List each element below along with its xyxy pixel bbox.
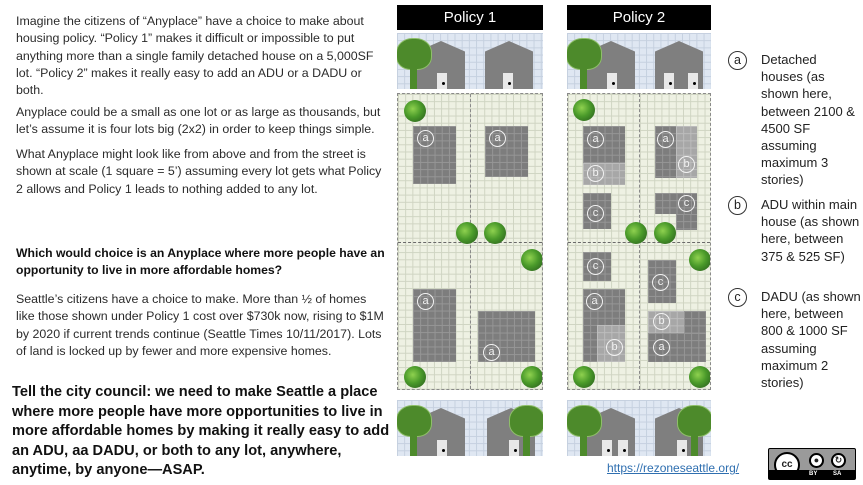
seattle-paragraph: Seattle’s citizens have a choice to make. More than ½ of homes like those shown under Policy 1 cost over $730k now, rising to $1M by 2020 if current trends continue (Seattle Times 10/11/2017). Lots of land is locked up by fewer and more expensive homes. xyxy=(16,292,384,358)
tree-icon xyxy=(510,406,543,456)
detached-house-lot-3 xyxy=(413,289,456,362)
shrub-icon xyxy=(404,100,426,122)
policy-1-site-plan xyxy=(397,93,543,390)
shrub-icon xyxy=(573,366,595,388)
detached-house-lot-3 xyxy=(583,289,625,325)
license-sa-label: SA xyxy=(833,471,842,477)
shrub-icon xyxy=(484,222,506,244)
shrub-icon xyxy=(625,222,647,244)
legend-text-a: Detached houses (as shown here, between 2100 & 4500 SF assuming maximum 3 stories) xyxy=(761,52,855,188)
shrub-icon xyxy=(456,222,478,244)
rezoneseattle-link[interactable]: https://rezoneseattle.org/ xyxy=(607,461,740,475)
shrub-icon xyxy=(689,249,711,271)
policy-1-street-elevation-bottom xyxy=(397,400,543,456)
shrub-icon xyxy=(404,366,426,388)
tag-c: c xyxy=(587,205,604,222)
adu-lot-4 xyxy=(648,311,684,333)
assumption-paragraph: Anyplace could be a small as one lot or as large as thousands, but let’s assume it is four lots big (2x2) in order to keep things simple. xyxy=(16,105,381,137)
license-strip xyxy=(769,470,855,479)
legend-marker-a: a xyxy=(728,51,747,70)
tag-b: b xyxy=(678,156,695,173)
license-by-label: BY xyxy=(809,471,818,477)
tag-b: b xyxy=(606,339,623,356)
legend-marker-c: c xyxy=(728,288,747,307)
tag-a: a xyxy=(483,344,500,361)
detached-house-lot-3-ext xyxy=(583,325,597,362)
door-icon xyxy=(664,73,674,89)
detached-house-lot-1 xyxy=(413,126,456,184)
attribution-person-icon: ● xyxy=(809,453,824,468)
tag-a: a xyxy=(586,293,603,310)
detached-house-lot-1 xyxy=(583,126,625,163)
cc-icon: cc xyxy=(774,452,800,478)
detached-house-lot-4 xyxy=(648,333,706,362)
shrub-icon xyxy=(521,366,543,388)
tag-a: a xyxy=(587,131,604,148)
legend-text-b: ADU within main house (as shown here, between 375 & 525 SF) xyxy=(761,197,860,264)
policy-2-street-elevation-bottom xyxy=(567,400,711,456)
adu-lot-3 xyxy=(597,325,625,362)
door-icon xyxy=(503,73,513,89)
door-icon xyxy=(602,440,612,456)
tag-c: c xyxy=(587,258,604,275)
adu-lot-2 xyxy=(676,126,697,178)
dadu-lot-3 xyxy=(583,252,611,281)
policy-2-site-plan xyxy=(567,93,711,390)
legend-item-adu xyxy=(728,196,858,281)
policy-1-street-elevation-top xyxy=(397,33,543,89)
tree-icon xyxy=(567,406,601,456)
tag-a: a xyxy=(489,130,506,147)
legend-item-dadu xyxy=(728,288,861,413)
detached-house-lot-4-ext xyxy=(684,311,706,333)
door-icon xyxy=(618,440,628,456)
tag-b: b xyxy=(653,313,670,330)
call-to-action: Tell the city council: we need to make Seattle a place where more people have more opportunities to live in more affordable homes by making it really easy to add an ADU, aa DADU, or both to any lot, anywhere, anytime, by anyone—ASAP. xyxy=(12,384,390,478)
tag-c: c xyxy=(678,195,695,212)
shrub-icon xyxy=(521,249,543,271)
creative-commons-badge xyxy=(768,448,856,480)
door-icon xyxy=(437,73,447,89)
policy-1-header: Policy 1 xyxy=(397,5,543,30)
dadu-lot-4 xyxy=(648,260,676,303)
tree-icon xyxy=(397,406,431,456)
tag-a: a xyxy=(417,130,434,147)
adu-lot-1 xyxy=(583,163,625,185)
dadu-lot-1 xyxy=(583,193,611,229)
policy-2-street-elevation-top xyxy=(567,33,711,89)
legend-text-c: DADU (as shown here, between 800 & 1000 SF assuming maximum 2 stories) xyxy=(761,289,861,391)
door-icon xyxy=(688,73,698,89)
tag-a: a xyxy=(657,131,674,148)
policy-2-header: Policy 2 xyxy=(567,5,711,30)
tag-a: a xyxy=(653,339,670,356)
share-alike-icon: ↻ xyxy=(831,453,846,468)
tag-a: a xyxy=(417,293,434,310)
shrub-icon xyxy=(689,366,711,388)
tree-icon xyxy=(567,39,601,89)
scale-paragraph: What Anyplace might look like from above and from the street is shown at scale (1 square = 5’) assuming every lot gets what Policy 2 allows and Policy 1 leads to nothing added to any lot. xyxy=(16,147,382,196)
tree-icon xyxy=(678,406,711,456)
shrub-icon xyxy=(573,99,595,121)
door-icon xyxy=(607,73,617,89)
detached-house-lot-2 xyxy=(485,126,528,177)
question-heading: Which would choice is an Anyplace where more people have an opportunity to live in more affordable homes? xyxy=(16,246,385,278)
detached-house-lot-4 xyxy=(478,311,535,362)
tag-b: b xyxy=(587,165,604,182)
door-icon xyxy=(437,440,447,456)
shrub-icon xyxy=(654,222,676,244)
detached-house-lot-2 xyxy=(655,126,676,178)
dadu-lot-2-ext xyxy=(676,214,697,230)
legend-marker-b: b xyxy=(728,196,747,215)
tree-icon xyxy=(397,39,431,89)
tag-c: c xyxy=(652,274,669,291)
intro-paragraph: Imagine the citizens of “Anyplace” have a choice to make about housing policy. “Policy 1” makes it difficult or impossible to put anything more than a single family detached house on a 5,000SF lot. “Policy 2” makes it really easy to add an ADU or a DADU or both. xyxy=(16,14,374,98)
legend-item-detached-house xyxy=(728,51,858,191)
